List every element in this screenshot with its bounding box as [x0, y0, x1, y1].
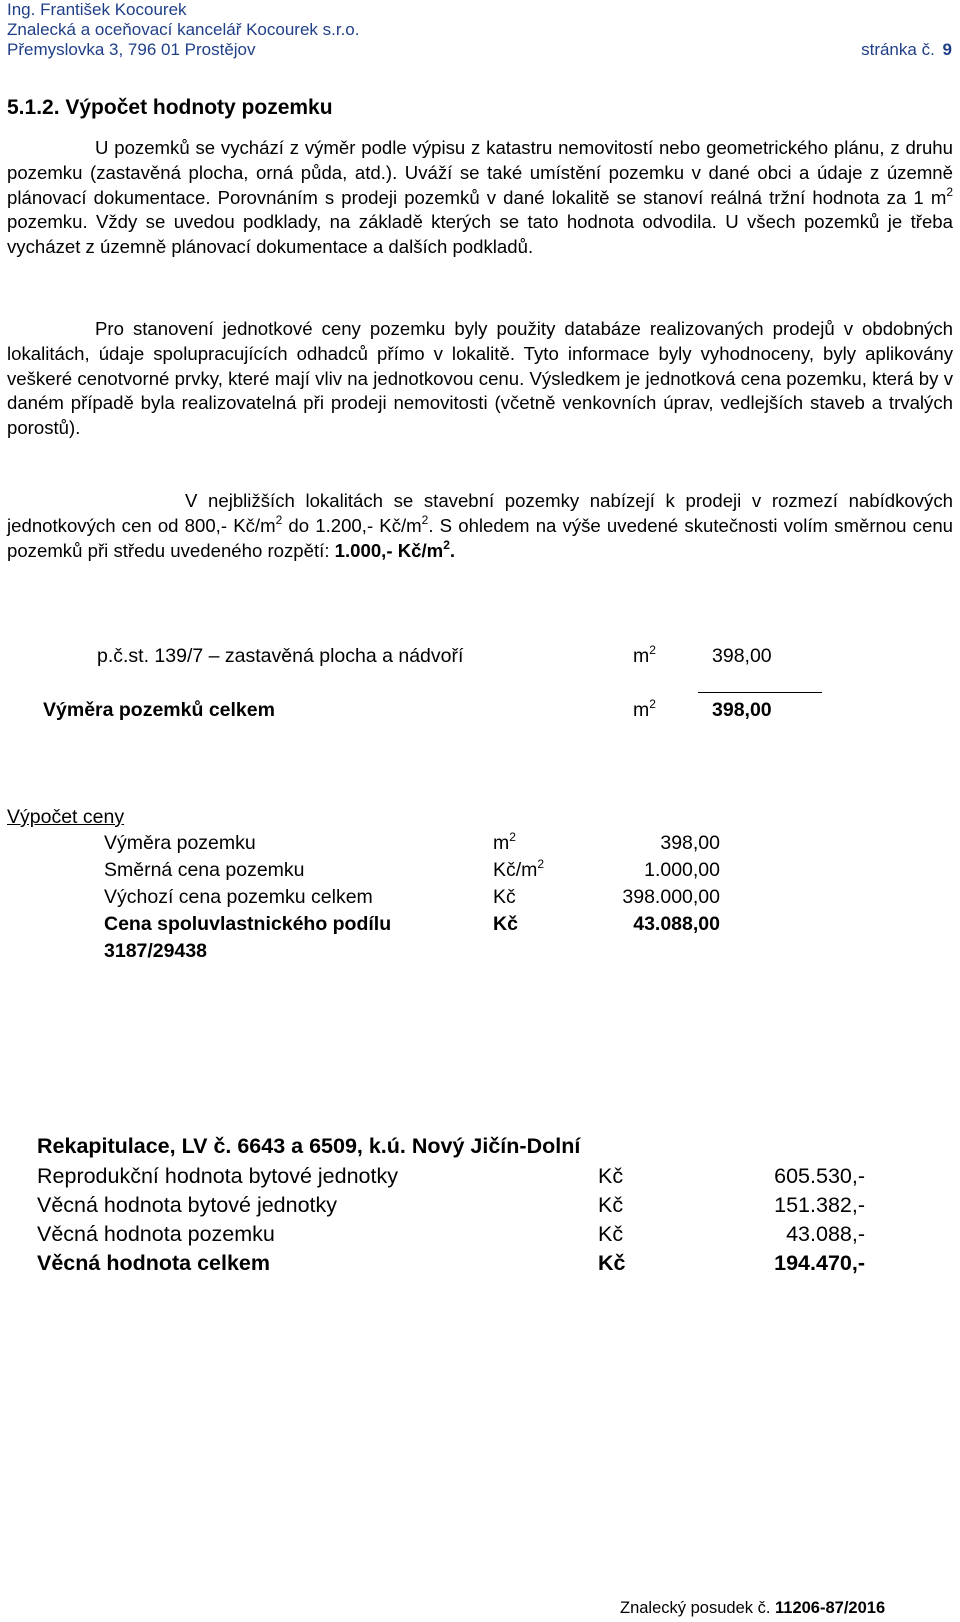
recap-row-unit: Kč: [598, 1222, 624, 1246]
calc-row-value: 43.088,00: [633, 913, 720, 935]
calc-row-unit-sup: 2: [509, 830, 516, 844]
page-label: stránka č.: [861, 40, 935, 59]
recap-row-unit: Kč: [598, 1164, 624, 1188]
parcel-total-label: Výměra pozemků celkem: [43, 699, 275, 721]
header-address: Přemyslovka 3, 796 01 Prostějov: [7, 40, 256, 59]
parcel-label: p.č.st. 139/7 – zastavěná plocha a nádvoří: [97, 645, 464, 667]
recap-total-unit: Kč: [598, 1251, 626, 1275]
recap-row-label: Věcná hodnota pozemku: [37, 1222, 275, 1246]
recap-title: Rekapitulace, LV č. 6643 a 6509, k.ú. Nový Jičín-Dolní: [37, 1134, 581, 1158]
recap-total-value: 194.470,-: [774, 1251, 865, 1275]
calc-row-value: 1.000,00: [644, 859, 720, 881]
header-address-row: [7, 40, 952, 60]
recap-row-label: Reprodukční hodnota bytové jednotky: [37, 1164, 398, 1188]
calc-row-value: 398.000,00: [622, 886, 720, 908]
parcel-total-unit-text: m: [633, 699, 650, 721]
header-company: Znalecká a oceňovací kancelář Kocourek s.r.o.: [7, 20, 360, 39]
recap-row-label: Věcná hodnota bytové jednotky: [37, 1193, 338, 1217]
p3-bold-value: 1.000,- Kč/m: [334, 539, 444, 561]
calc-row-label: Výchozí cena pozemku celkem: [104, 886, 373, 908]
p2-text: Pro stanovení jednotkové ceny pozemku byly použity databáze realizovaných prodejů v obdobných lokalitách, údaje spolupracujících odhadců přímo v lokalitě. Tyto informace byly vyhodnoceny, byly aplikovány veškeré cenotvorné prvky, které mají vliv na jednotkovou cenu. Výsledkem je jednotková cena pozemku, která by v daném případě byla realizovatelná při prodeji nemovitosti (včetně venkovních úprav, vedlejších staveb a trvalých porostů).: [7, 318, 953, 439]
parcel-unit-sup: 2: [649, 643, 656, 657]
calc-row-unit: [493, 859, 544, 882]
calc-row-unit: Kč: [493, 886, 516, 908]
parcel-total-unit-sup: 2: [649, 697, 656, 711]
p3-sup2: 2: [421, 512, 429, 527]
p1-text-a: U pozemků se vychází z výměr podle výpisu z katastru nemovitostí nebo geometrického plánu, z druhu pozemku (zastavěná plocha, orná půda, atd.). Uváží se také umístění pozemku v dané obci a údaje z územně plánovací dokumentace. Porovnáním s prodeji pozemků v dané lokalitě se stanoví reálná tržní hodnota za 1 m: [7, 137, 953, 208]
paragraph-intro: [7, 136, 953, 260]
p3-end: .: [449, 539, 456, 561]
calc-row-label: Cena spoluvlastnického podílu: [104, 913, 392, 935]
parcel-total-unit: [633, 699, 656, 722]
parcel-total-value: 398,00: [712, 699, 772, 721]
p3-text-b: do 1.200,- Kč/m: [282, 514, 422, 536]
paragraph-price: [7, 489, 953, 563]
calc-row-unit: Kč: [493, 913, 518, 935]
p3-text-c: . S ohledem na výše uvedené skutečnosti volím směrnou cenu pozemků při středu uvedeného rozpětí:: [7, 514, 954, 561]
p1-text-b: pozemku. Vždy se uvedou podklady, na základě kterých se tato hodnota odvodila. U všech pozemků je třeba vycházet z územně plánovací dokumentace a dalších podkladů.: [7, 211, 953, 258]
p3-sup1: 2: [275, 512, 283, 527]
p1-sup: 2: [946, 184, 953, 199]
section-title: 5.1.2. Výpočet hodnoty pozemku: [7, 96, 333, 119]
footer-number: 11206-87/2016: [775, 1599, 886, 1617]
calc-row-unit: [493, 832, 516, 855]
page-footer: [620, 1599, 885, 1618]
recap-row-value: 151.382,-: [774, 1193, 865, 1217]
calc-row-label: Výměra pozemku: [104, 832, 256, 854]
sum-line: [698, 692, 822, 693]
parcel-unit: [633, 645, 656, 668]
parcel-unit-text: m: [633, 645, 650, 667]
calc-row-label-share: 3187/29438: [104, 940, 208, 962]
calc-row-unit-text: Kč/m: [493, 859, 538, 881]
calc-title: Výpočet ceny: [7, 806, 125, 828]
header-author: Ing. František Kocourek: [7, 0, 187, 19]
calc-row-label: Směrná cena pozemku: [104, 859, 305, 881]
page-number: [861, 40, 952, 60]
footer-label: Znalecký posudek č.: [620, 1599, 771, 1617]
page-header: [7, 0, 952, 60]
recap-row-value: 43.088,-: [786, 1222, 865, 1246]
calc-row-value: 398,00: [660, 832, 720, 854]
recap-total-label: Věcná hodnota celkem: [37, 1251, 270, 1275]
page-num: 9: [942, 40, 952, 59]
calc-row-unit-text: m: [493, 832, 510, 854]
calc-row-unit-sup: 2: [537, 857, 545, 871]
p3-sup3: 2: [443, 537, 450, 552]
recap-row-value: 605.530,-: [774, 1164, 865, 1188]
parcel-value: 398,00: [712, 645, 772, 667]
p3-text-a: V nejbližších lokalitách se stavební pozemky nabízejí k prodeji v rozmezí nabídkových jednotkových cen od 800,- Kč/m: [7, 490, 953, 536]
recap-row-unit: Kč: [598, 1193, 624, 1217]
paragraph-method: [7, 317, 953, 441]
